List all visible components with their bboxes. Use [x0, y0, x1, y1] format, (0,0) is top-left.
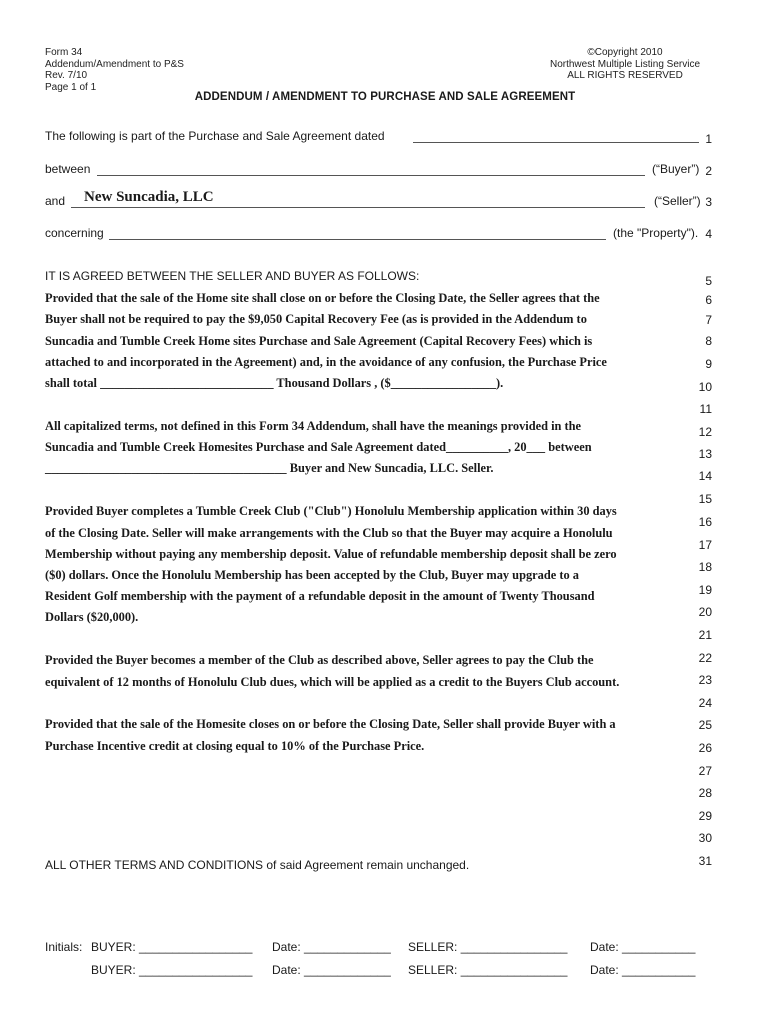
p1-line: shall total ____________________________ Thousand Dollars , ($_________________). [45, 376, 504, 390]
p3-line: of the Closing Date. Seller will make arrangements with the Club so that the Buyer may acquire a Honolulu [45, 526, 613, 540]
p3-line: Resident Golf membership with the payment of a refundable deposit in the amount of Twenty Thousand [45, 589, 595, 603]
p2-line: All capitalized terms, not defined in this Form 34 Addendum, shall have the meanings provided in the [45, 419, 582, 433]
buyer-initials-field[interactable]: BUYER: _________________ [91, 940, 253, 954]
line-number: 18 [698, 560, 712, 574]
and-label: and [45, 194, 66, 208]
line-number: 22 [698, 651, 712, 665]
seller-tag: (“Seller”) [654, 194, 701, 208]
page-indicator: Page 1 of 1 [45, 82, 97, 93]
closing-rest: of said Agreement remain unchanged. [263, 858, 470, 872]
form-revision: Rev. 7/10 [45, 70, 88, 81]
seller-name-value: New Suncadia, LLC [84, 189, 214, 205]
line-number: 9 [705, 357, 712, 371]
p3-line: Dollars ($20,000). [45, 610, 139, 624]
organization-name: Northwest Multiple Listing Service [549, 59, 701, 70]
line-number: 25 [698, 718, 712, 732]
line-number: 1 [705, 132, 712, 146]
form-number: Form 34 [45, 47, 83, 58]
p2-line: _______________________________________ Buyer and New Suncadia, LLC. Seller. [45, 461, 494, 475]
line-number: 29 [698, 809, 712, 823]
seller-initials-field[interactable]: SELLER: ________________ [408, 963, 568, 977]
p1-line: Provided that the sale of the Home site shall close on or before the Closing Date, the Seller agrees that the [45, 291, 600, 305]
document-title: ADDENDUM / AMENDMENT TO PURCHASE AND SALE AGREEMENT [194, 91, 576, 103]
seller-initials-field[interactable]: SELLER: ________________ [408, 940, 568, 954]
p5-line: Purchase Incentive credit at closing equal to 10% of the Purchase Price. [45, 739, 425, 753]
line-number: 14 [698, 469, 712, 483]
p2-line: Suncadia and Tumble Creek Homesites Purchase and Sale Agreement dated__________, 20___ between [45, 440, 592, 454]
buyer-date-field[interactable]: Date: _____________ [272, 963, 391, 977]
line-number: 15 [698, 492, 712, 506]
p4-line: equivalent of 12 months of Honolulu Club dues, which will be applied as a credit to the Buyers Club account. [45, 675, 620, 689]
agreement-date-field[interactable] [413, 142, 699, 143]
line-number: 19 [698, 583, 712, 597]
line-number: 11 [699, 402, 712, 416]
line-number: 17 [698, 538, 712, 552]
buyer-tag: (“Buyer”) [652, 162, 700, 176]
line-number: 21 [698, 628, 712, 642]
line-number: 20 [698, 605, 712, 619]
copyright-line: ©Copyright 2010 [587, 47, 663, 58]
form-name: Addendum/Amendment to P&S [45, 59, 184, 70]
line-number: 6 [705, 293, 712, 307]
closing-statement [45, 858, 469, 872]
line-number: 26 [698, 741, 712, 755]
p4-line: Provided the Buyer becomes a member of the Club as described above, Seller agrees to pay the Club the [45, 653, 594, 667]
line-number: 23 [698, 673, 712, 687]
p5-line: Provided that the sale of the Homesite closes on or before the Closing Date, Seller shall provide Buyer with a [45, 717, 616, 731]
line-number: 3 [705, 195, 712, 209]
line-number: 31 [698, 854, 712, 868]
seller-date-field[interactable]: Date: ___________ [590, 963, 696, 977]
line-number: 12 [698, 425, 712, 439]
line-number: 4 [705, 227, 712, 241]
property-field[interactable] [109, 239, 606, 240]
p1-line: Buyer shall not be required to pay the $9,050 Capital Recovery Fee (as is provided in the Addendum to [45, 312, 587, 326]
buyer-initials-field[interactable]: BUYER: _________________ [91, 963, 253, 977]
concerning-label: concerning [45, 226, 104, 240]
line-number: 10 [698, 380, 712, 394]
initials-label: Initials: [45, 940, 83, 954]
line-number: 16 [698, 515, 712, 529]
p3-line: Provided Buyer completes a Tumble Creek Club ("Club") Honolulu Membership application within 30 days [45, 504, 617, 518]
p3-line: ($0) dollars. Once the Honolulu Membership has been accepted by the Club, Buyer may upgrade to a [45, 568, 579, 582]
property-tag: (the "Property"). [613, 226, 699, 240]
line-number: 2 [705, 164, 712, 178]
closing-caps: ALL OTHER TERMS AND CONDITIONS [45, 858, 264, 872]
line-number: 8 [705, 334, 712, 348]
between-label: between [45, 162, 91, 176]
seller-name-field[interactable] [71, 207, 645, 208]
line-number: 13 [698, 447, 712, 461]
line-number: 24 [698, 696, 712, 710]
seller-date-field[interactable]: Date: ___________ [590, 940, 696, 954]
line-number: 7 [705, 313, 712, 327]
p1-line: Suncadia and Tumble Creek Home sites Purchase and Sale Agreement (Capital Recovery Fees) which is [45, 334, 593, 348]
line-number: 5 [705, 274, 712, 288]
p3-line: Membership without paying any membership deposit. Value of refundable membership deposit shall be zero [45, 547, 617, 561]
line-number: 30 [698, 831, 712, 845]
line-number: 28 [698, 786, 712, 800]
buyer-date-field[interactable]: Date: _____________ [272, 940, 391, 954]
p1-line: attached to and incorporated in the Agreement) and, in the avoidance of any confusion, the Purchase Price [45, 355, 607, 369]
rights-reserved: ALL RIGHTS RESERVED [567, 70, 683, 81]
line-number: 27 [698, 764, 712, 778]
buyer-name-field[interactable] [97, 175, 645, 176]
agreed-heading: IT IS AGREED BETWEEN THE SELLER AND BUYER AS FOLLOWS: [45, 269, 420, 283]
agreement-dated-label: The following is part of the Purchase and Sale Agreement dated [45, 129, 385, 143]
